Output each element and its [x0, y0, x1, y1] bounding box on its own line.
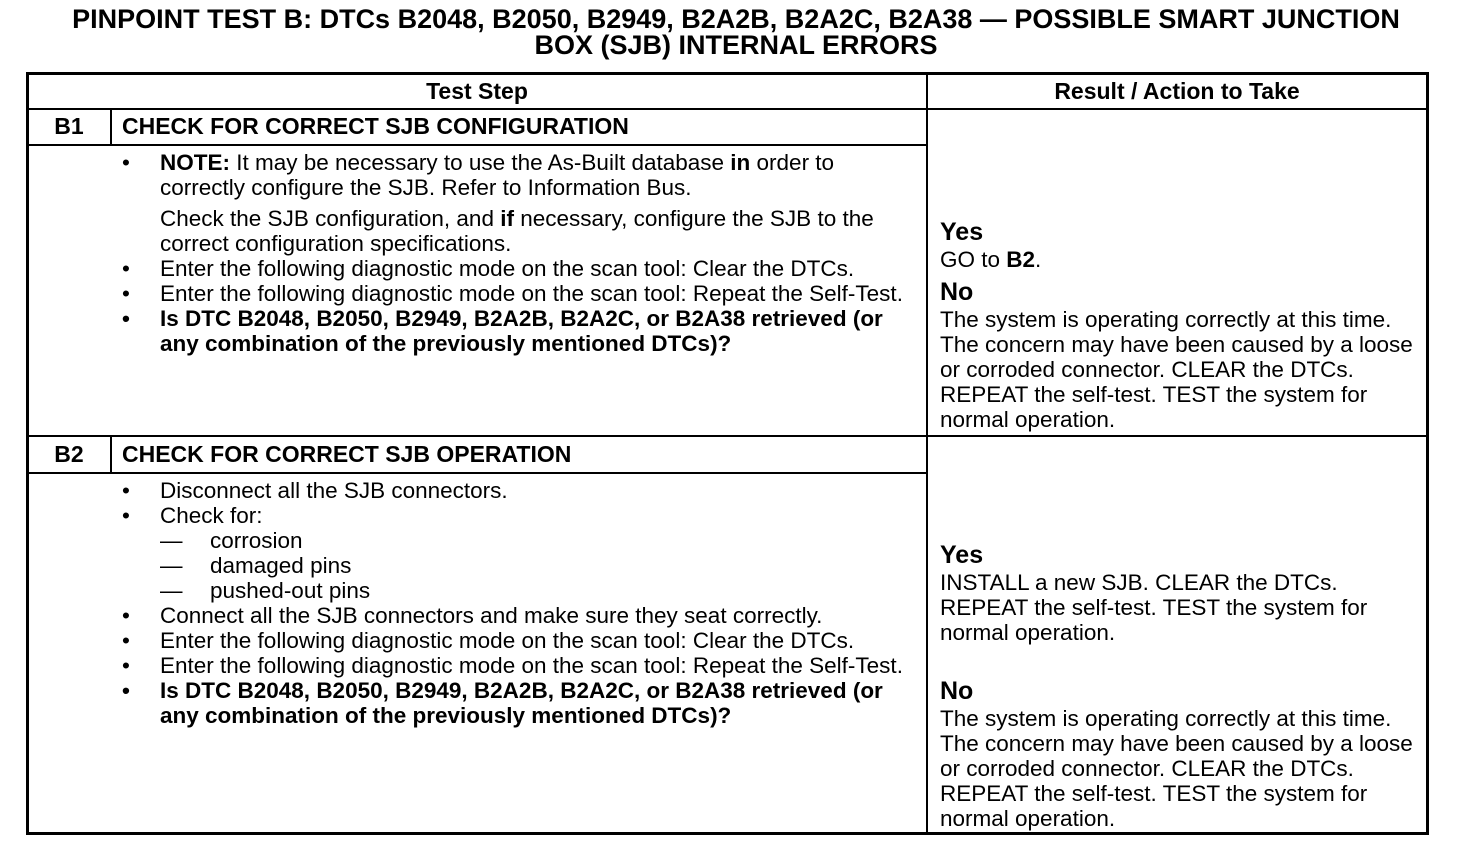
b1-bullet-repeat — [114, 281, 914, 306]
bullet-text: Enter the following diagnostic mode on the scan tool: Repeat the Self-Test. — [160, 653, 903, 678]
result-b1 — [940, 217, 1424, 432]
no-label: No — [940, 278, 974, 306]
b1-number-divider — [110, 109, 112, 145]
check-bold-if: if — [500, 206, 514, 231]
check-item-text: corrosion — [210, 528, 303, 553]
bullet-text: Check for: — [160, 503, 263, 528]
b2-bullet-connect — [114, 603, 914, 628]
b1-bullet-clear — [114, 256, 914, 281]
b2-bullet-disconnect — [114, 478, 914, 503]
b2-bullet-repeat — [114, 653, 914, 678]
question-text: Is DTC B2048, B2050, B2949, B2A2B, B2A2C, or B2A38 retrieved (or any combination of the previously mentioned DTCs)? — [160, 306, 883, 356]
yes-label: Yes — [940, 541, 984, 569]
check-item-text: damaged pins — [210, 553, 352, 578]
b1-title-rule — [28, 144, 927, 146]
column-header-test-step: Test Step — [426, 78, 528, 104]
b1-question — [114, 306, 914, 356]
step-title-b1: CHECK FOR CORRECT SJB CONFIGURATION — [122, 113, 629, 139]
check-text-2: necessary, configure the SJB to the correct configuration specifications. — [160, 206, 874, 256]
check-text-1: Check the SJB configuration, and — [160, 206, 501, 231]
no-action: The system is operating correctly at this time. The concern may have been caused by a loose or corroded connector. CLEAR the DTCs. REPEAT the self-test. TEST the system for normal operation. — [940, 307, 1413, 432]
dash-glyph: — — [160, 553, 183, 578]
result-b2-yes — [940, 540, 1424, 645]
step-number-b2: B2 — [54, 441, 84, 467]
b2-title-rule — [28, 472, 927, 474]
bullet-glyph: • — [122, 150, 130, 175]
bullet-glyph: • — [122, 653, 130, 678]
check-item-text: pushed-out pins — [210, 578, 371, 603]
bullet-text: Disconnect all the SJB connectors. — [160, 478, 508, 503]
bullet-glyph: • — [122, 603, 130, 628]
question-text: Is DTC B2048, B2050, B2949, B2A2B, B2A2C, or B2A38 retrieved (or any combination of the previously mentioned DTCs)? — [160, 678, 883, 728]
bullet-glyph: • — [122, 628, 130, 653]
note-text-2: order to correctly configure the SJB. Refer to Information Bus. — [160, 150, 835, 200]
bullet-text: Connect all the SJB connectors and make sure they seat correctly. — [160, 603, 823, 628]
b2-bullet-clear — [114, 628, 914, 653]
no-label: No — [940, 677, 974, 705]
page-title — [0, 6, 1472, 58]
column-header-result: Result / Action to Take — [1054, 78, 1300, 104]
bullet-glyph: • — [122, 678, 130, 703]
step-body-b1 — [114, 150, 914, 356]
yes-text-end: . — [1035, 247, 1042, 272]
yes-action: INSTALL a new SJB. CLEAR the DTCs. REPEAT the self-test. TEST the system for normal operation. — [940, 570, 1368, 645]
goto-step-link[interactable]: B2 — [1006, 247, 1036, 272]
no-action: The system is operating correctly at this time. The concern may have been caused by a loose or corroded connector. CLEAR the DTCs. REPEAT the self-test. TEST the system for normal operation. — [940, 706, 1413, 831]
note-bold-in: in — [730, 150, 751, 175]
b2-number-divider — [110, 436, 112, 473]
b1-note-item — [114, 150, 914, 200]
result-b2-no — [940, 676, 1424, 831]
yes-text: GO to — [940, 247, 1007, 272]
yes-label: Yes — [940, 218, 984, 246]
yes-action — [940, 247, 1424, 272]
bullet-glyph: • — [122, 503, 130, 528]
bullet-glyph: • — [122, 478, 130, 503]
title-line-1: PINPOINT TEST B: DTCs B2048, B2050, B2949, B2A2B, B2A2C, B2A38 — POSSIBLE SMART JUNCTION — [72, 4, 1400, 34]
bullet-glyph: • — [122, 306, 130, 331]
b2-bullet-check — [114, 503, 914, 528]
step-title-b2: CHECK FOR CORRECT SJB OPERATION — [122, 441, 572, 467]
bullet-text: Enter the following diagnostic mode on the scan tool: Repeat the Self-Test. — [160, 281, 903, 306]
bullet-text: Enter the following diagnostic mode on the scan tool: Clear the DTCs. — [160, 628, 855, 653]
check-item — [114, 578, 914, 603]
b2-question — [114, 678, 914, 728]
dash-glyph: — — [160, 578, 183, 603]
step-number-b1: B1 — [54, 113, 84, 139]
bullet-glyph: • — [122, 256, 130, 281]
note-text: It may be necessary to use the As-Built database — [230, 150, 731, 175]
dash-glyph: — — [160, 528, 183, 553]
note-label: NOTE: — [160, 150, 230, 175]
check-item — [114, 553, 914, 578]
bullet-text: Enter the following diagnostic mode on the scan tool: Clear the DTCs. — [160, 256, 855, 281]
title-line-2: BOX (SJB) INTERNAL ERRORS — [534, 30, 938, 60]
column-divider — [926, 74, 928, 834]
b1-check-instruction — [114, 206, 914, 256]
bullet-glyph: • — [122, 281, 130, 306]
check-item — [114, 528, 914, 553]
step-body-b2 — [114, 478, 914, 728]
